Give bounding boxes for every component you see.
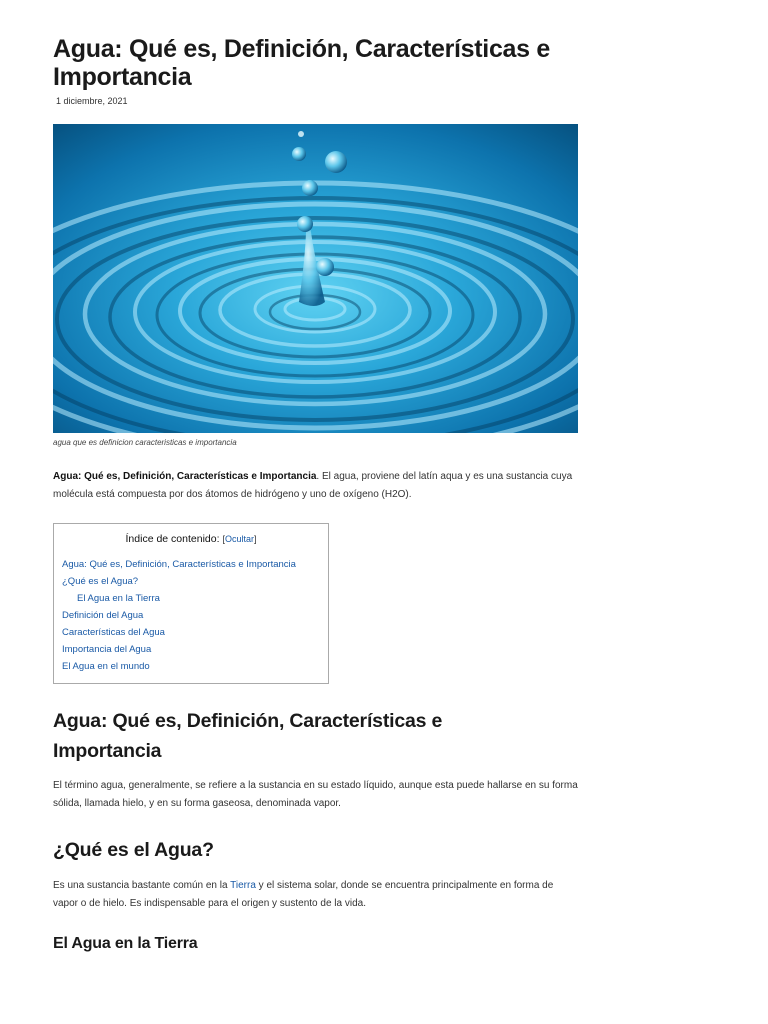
toc-toggle-bracket-close: ] xyxy=(253,534,257,544)
water-drop-image xyxy=(53,124,578,433)
toc-item-importancia[interactable]: Importancia del Agua xyxy=(62,644,152,655)
section-heading-que-es: ¿Qué es el Agua? xyxy=(53,839,214,861)
toc-hide-link[interactable]: Ocultar xyxy=(224,534,254,544)
toc-title: Índice de contenido: xyxy=(125,533,220,545)
toc-item-definicion[interactable]: Definición del Agua xyxy=(62,610,144,621)
section-heading-agua-tierra: El Agua en la Tierra xyxy=(53,935,198,952)
que-es-text-after: y el sistema solar, donde se encuentra principalmente en forma de vapor o de hielo. Es indispensable para el origen y sustento de la vida. xyxy=(53,880,554,909)
toc-item-caracteristicas[interactable]: Características del Agua xyxy=(62,627,165,638)
intro-paragraph xyxy=(53,468,578,504)
image-caption: agua que es definicion caracteristicas e importancia xyxy=(53,438,237,447)
table-of-contents xyxy=(53,523,329,684)
section-text-que-es xyxy=(53,877,578,913)
tierra-link[interactable]: Tierra xyxy=(230,880,256,891)
toc-item-agua[interactable]: Agua: Qué es, Definición, Características e Importancia xyxy=(62,559,296,570)
section-text-agua: El término agua, generalmente, se refiere a la sustancia en su estado líquido, aunque esta puede hallarse en su forma sólida, llamada hielo, y en su forma gaseosa, denominada vapor. xyxy=(53,780,578,809)
publish-date: 1 diciembre, 2021 xyxy=(56,96,128,106)
toc-list xyxy=(54,556,328,675)
intro-text: . El agua, proviene del latín aqua y es una sustancia cuya molécula está compuesta por dos átomos de hidrógeno y uno de oxígeno (H2O). xyxy=(53,471,573,500)
toc-item-que-es[interactable]: ¿Qué es el Agua? xyxy=(62,576,139,587)
article-title: Agua: Qué es, Definición, Características e Importancia xyxy=(53,35,551,91)
toc-header xyxy=(54,533,328,545)
toc-toggle xyxy=(222,534,256,544)
toc-item-mundo[interactable]: El Agua en el mundo xyxy=(62,661,150,672)
intro-bold-title: Agua: Qué es, Definición, Características e Importancia xyxy=(53,471,317,482)
section-heading-agua: Agua: Qué es, Definición, Características e Importancia xyxy=(53,710,443,762)
toc-toggle-bracket-open: [ xyxy=(222,534,225,544)
toc-item-agua-tierra[interactable]: El Agua en la Tierra xyxy=(77,593,160,604)
que-es-text-before: Es una sustancia bastante común en la xyxy=(53,880,231,891)
